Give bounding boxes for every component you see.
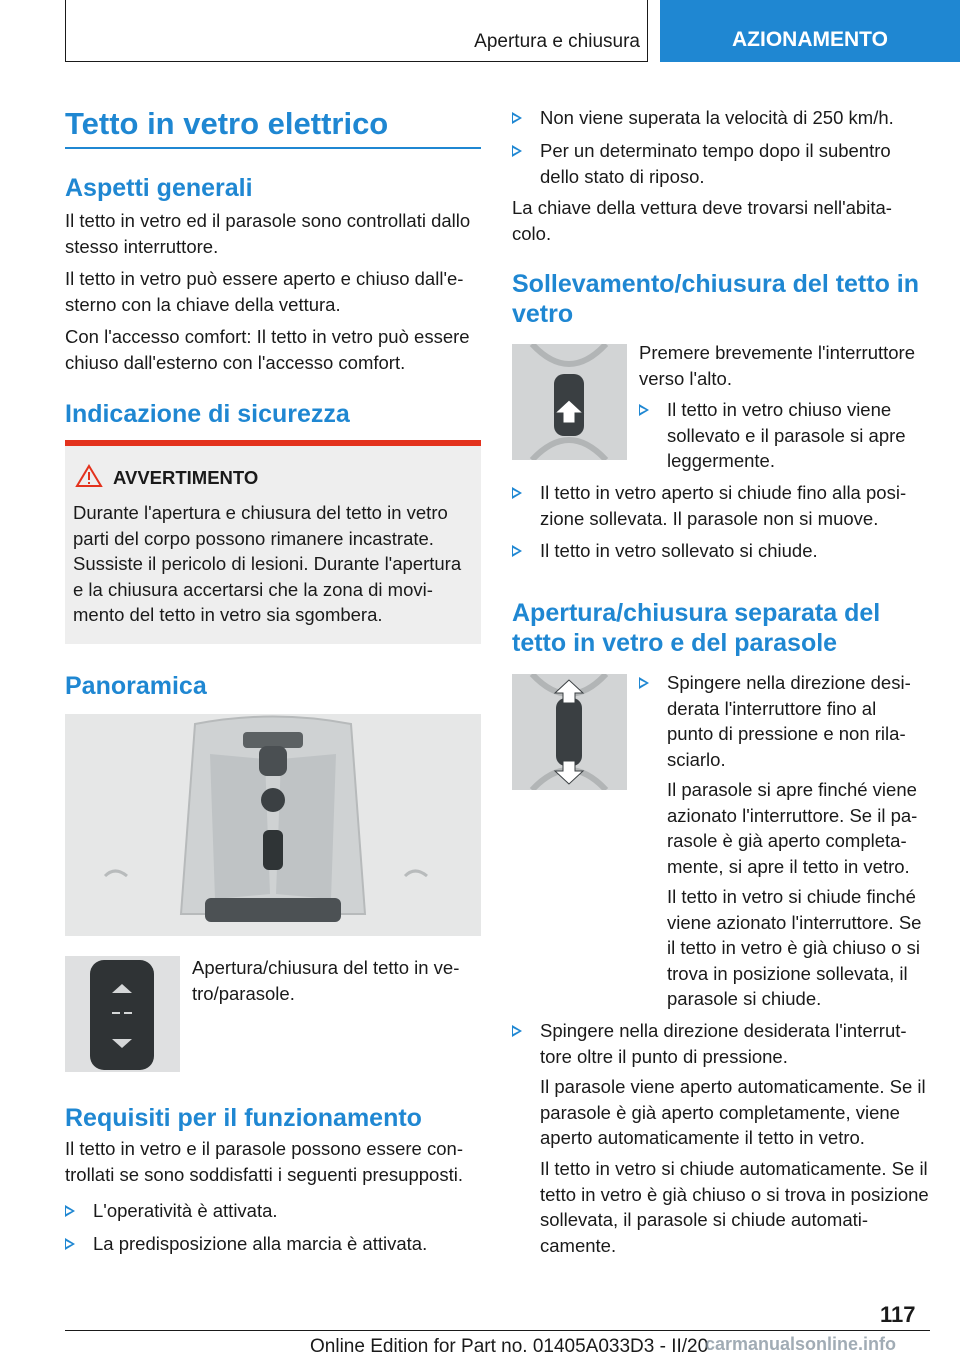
warning-text: Durante l'apertura e chiusura del tetto in vetro parti del corpo possono rimanere incastrate. Sussiste il pericolo di lesioni. Durante l'apertura e la chiusura accertarsi che la zona di movimento del tetto in vetro sia sgombera. <box>73 502 462 625</box>
list-item: Il tetto in vetro sollevato si chiude. <box>512 538 928 564</box>
paragraph-separata-2b: Il parasole viene aperto automaticamente. Se il parasole è già aperto completamente, viene aperto automaticamente il tetto in vetro. <box>540 1076 926 1148</box>
list-item: Il tetto in vetro chiuso viene sollevato e il parasole si apre leggermente. <box>639 397 929 475</box>
page-number: 117 <box>880 1302 916 1327</box>
heading-indicazione-sicurezza: Indicazione di sicurezza <box>65 400 350 428</box>
bullet-triangle-icon <box>639 404 649 416</box>
switch-updown-photo <box>512 674 627 790</box>
page-title: Tetto in vetro elettrico <box>65 106 389 141</box>
heading-separata: Apertura/chiusura separata del tetto in vetro e del parasole <box>512 599 881 657</box>
heading-panoramica: Panoramica <box>65 672 207 700</box>
bullet-triangle-icon <box>65 1238 75 1250</box>
switch-updown-illustration <box>512 674 627 790</box>
heading-requisiti: Requisiti per il funzionamento <box>65 1104 422 1132</box>
heading-aspetti-generali: Aspetti generali <box>65 174 253 202</box>
paragraph-aspetti-1: Il tetto in vetro ed il parasole sono controllati dallo stesso interruttore. <box>65 210 471 257</box>
warning-box <box>65 440 481 644</box>
list-item: Per un determinato tempo dopo il subentro dello stato di riposo. <box>512 138 928 190</box>
header-chapter-tab: AZIONAMENTO <box>660 0 960 62</box>
roof-console-illustration <box>65 714 481 936</box>
list-item: Spingere nella direzione desiderata l'interruttore fino al punto di pressione e non rilasciarlo. <box>639 670 929 1010</box>
list-item: Spingere nella direzione desiderata l'interruttore oltre il punto di pressione. <box>512 1018 928 1070</box>
switch-caption: Apertura/chiusura del tetto in vetro/parasole. <box>192 957 460 1004</box>
bullet-triangle-icon <box>65 1205 75 1217</box>
switch-illustration <box>65 956 180 1072</box>
warning-triangle-icon <box>75 464 103 488</box>
paragraph-aspetti-3: Con l'accesso comfort: Il tetto in vetro può essere chiuso dall'esterno con l'accesso comfort. <box>65 326 470 373</box>
paragraph-sollevamento-intro: Premere brevemente l'interruttore verso l'alto. <box>639 342 916 389</box>
title-rule <box>65 147 481 149</box>
footer-edition: Online Edition for Part no. 01405A033D3 - II/20 <box>310 1336 709 1357</box>
footer-rule <box>65 1330 930 1331</box>
heading-sollevamento: Sollevamento/chiusura del tetto in vetro <box>512 270 920 328</box>
bullet-triangle-icon <box>639 677 649 689</box>
warning-title: AVVERTIMENTO <box>113 467 259 488</box>
bullet-triangle-icon <box>512 545 522 557</box>
warning-bar <box>65 440 481 446</box>
list-item: L'operatività è attivata. <box>65 1198 481 1224</box>
bullet-triangle-icon <box>512 487 522 499</box>
bullet-triangle-icon <box>512 1025 522 1037</box>
list-item: Non viene superata la velocità di 250 km/h. <box>512 105 928 131</box>
paragraph-separata-1c: Il tetto in vetro si chiude finché viene azionato l'interruttore. Se il tetto in vetro è già chiuso o si trova in posizione sollevata, il parasole si chiude. <box>667 886 922 1009</box>
paragraph-requisiti: Il tetto in vetro e il parasole possono essere controllati se sono soddisfatti i seguenti presupposti. <box>65 1138 463 1185</box>
paragraph-separata-2c: Il tetto in vetro si chiude automaticamente. Se il tetto in vetro è già chiuso o si trova in posizione sollevata, il parasole si chiude automaticamente. <box>540 1158 929 1256</box>
bullet-triangle-icon <box>512 112 522 124</box>
paragraph-separata-1b: Il parasole si apre finché viene azionato l'interruttore. Se il parasole è già aperto completamente, si apre il tetto in vetro. <box>667 779 918 877</box>
list-item: Il tetto in vetro aperto si chiude fino alla posizione sollevata. Il parasole non si muove. <box>512 480 928 532</box>
header-section-title: Apertura e chiusura <box>474 31 640 52</box>
paragraph-chiave: La chiave della vettura deve trovarsi nell'abitacolo. <box>512 197 892 244</box>
list-item: La predisposizione alla marcia è attivata. <box>65 1231 481 1257</box>
switch-up-illustration <box>512 344 627 460</box>
switch-photo <box>65 956 180 1072</box>
switch-up-photo <box>512 344 627 460</box>
roof-console-photo <box>65 714 481 936</box>
paragraph-aspetti-2: Il tetto in vetro può essere aperto e chiuso dall'esterno con la chiave della vettura. <box>65 268 464 315</box>
bullet-triangle-icon <box>512 145 522 157</box>
footer-watermark: carmanualsonline.info <box>705 1334 897 1354</box>
